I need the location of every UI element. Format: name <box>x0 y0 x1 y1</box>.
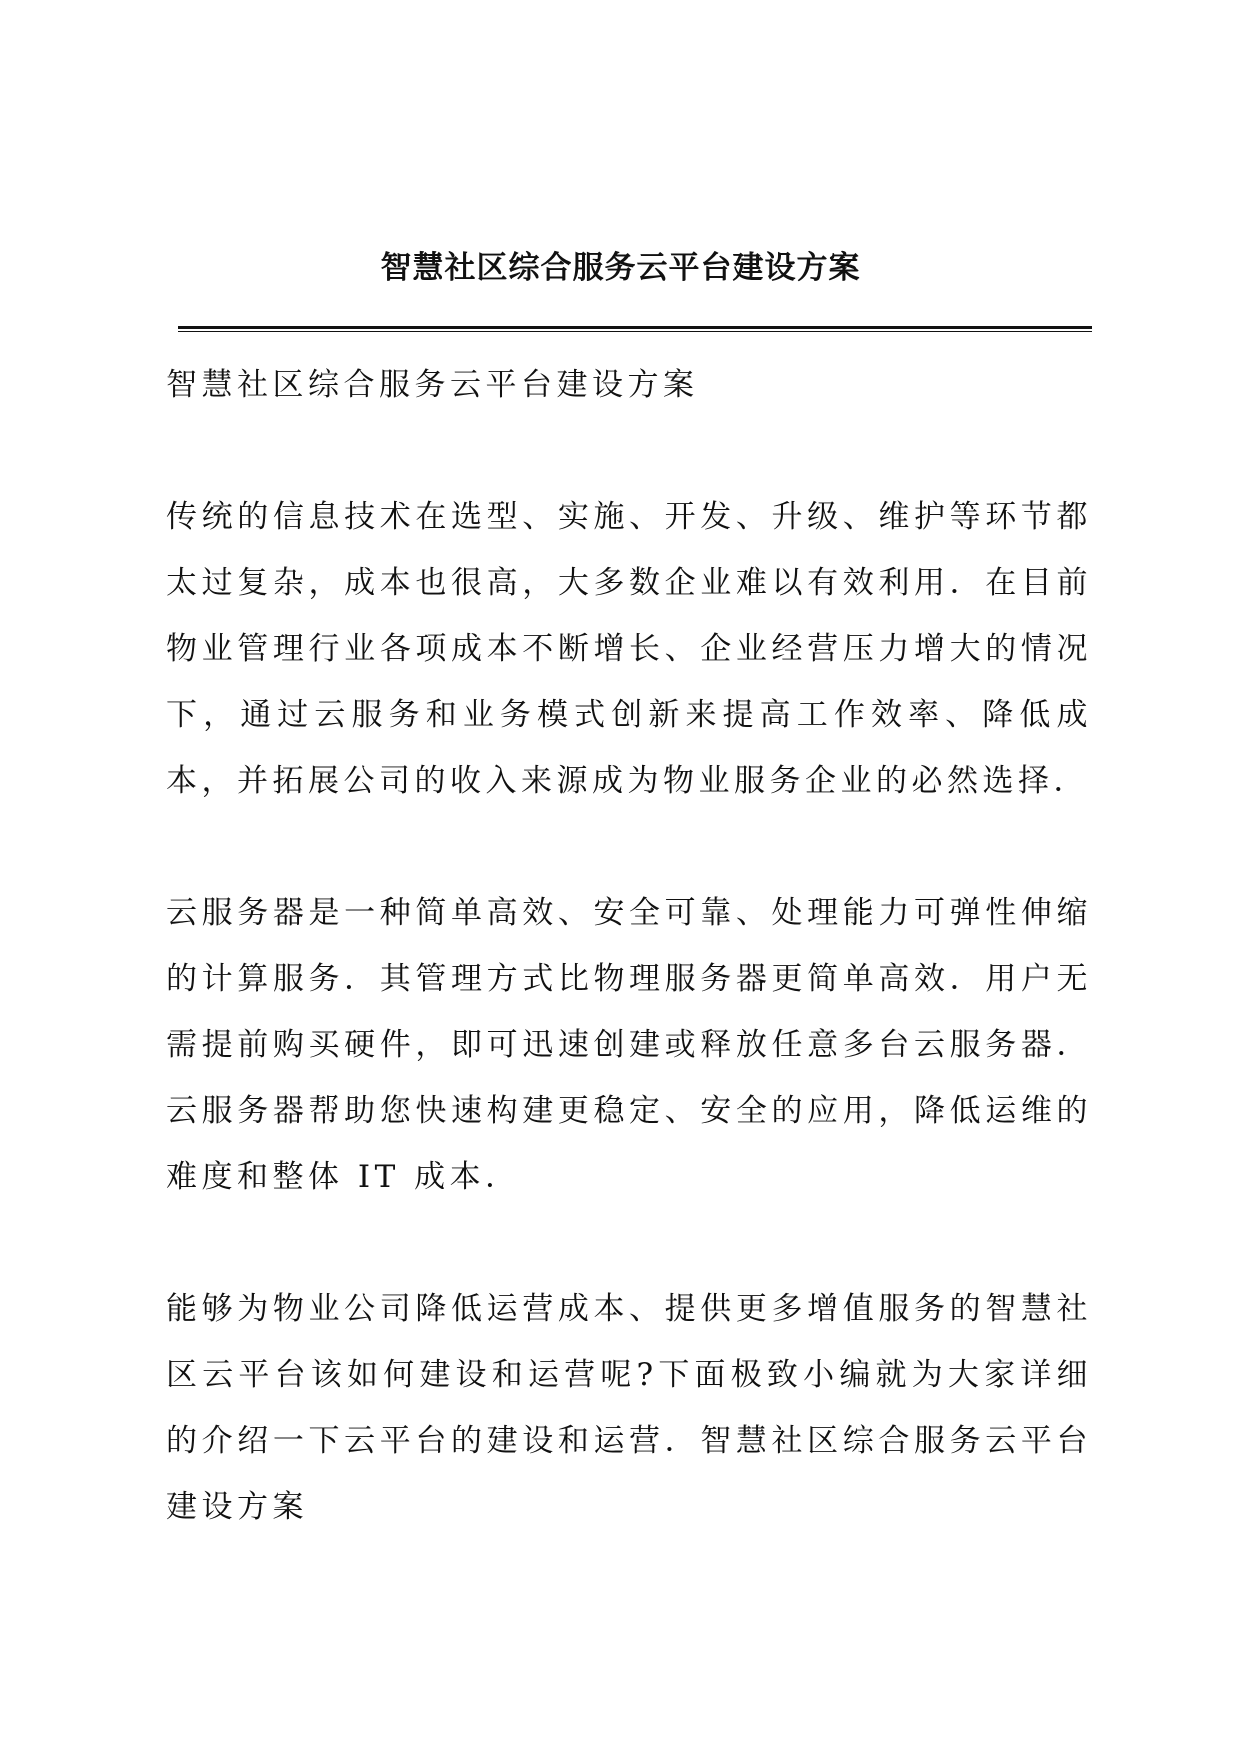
paragraph-3: 能够为物业公司降低运营成本、提供更多增值服务的智慧社区云平台该如何建设和运营呢?下面极致小编就为大家详细的介绍一下云平台的建设和运营．智慧社区综合服务云平台建设方案 <box>166 1291 1092 1525</box>
title-divider-thin <box>178 331 1092 332</box>
title-divider-thick <box>178 326 1092 329</box>
document-title: 智慧社区综合服务云平台建设方案 <box>380 250 861 286</box>
document-body <box>166 352 1092 1606</box>
paragraph-2: 云服务器是一种简单高效、安全可靠、处理能力可弹性伸缩的计算服务．其管理方式比物理服务器更简单高效．用户无需提前购买硬件，即可迅速创建或释放任意多台云服务器．云服务器帮助您快速构建更稳定、安全的应用，降低运维的难度和整体 IT 成本． <box>166 895 1092 1195</box>
paragraph-subtitle: 智慧社区综合服务云平台建设方案 <box>166 367 699 403</box>
paragraph-1: 传统的信息技术在选型、实施、开发、升级、维护等环节都太过复杂，成本也很高，大多数企业难以有效利用．在目前物业管理行业各项成本不断增长、企业经营压力增大的情况下，通过云服务和业务模式创新来提高工作效率、降低成本，并拓展公司的收入来源成为物业服务企业的必然选择． <box>166 499 1092 799</box>
